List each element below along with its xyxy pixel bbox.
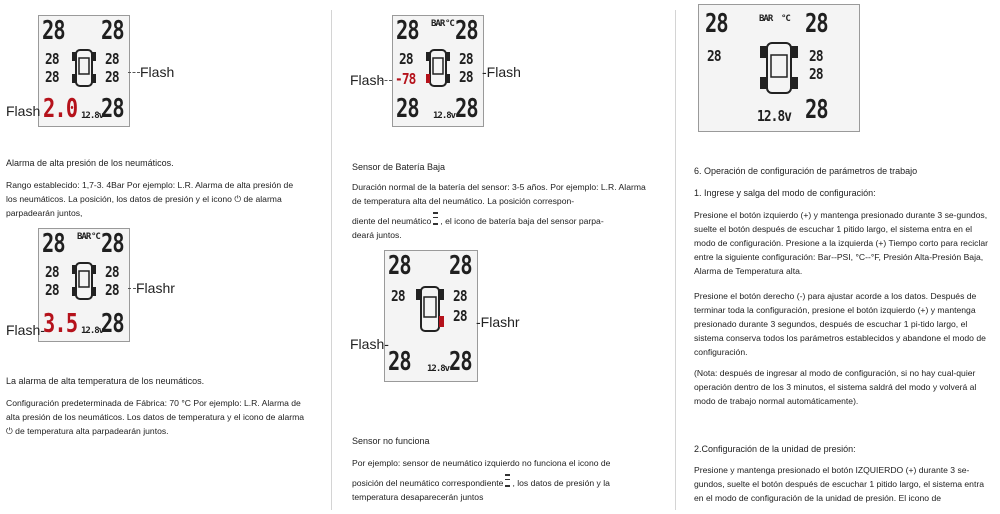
volt-reading: 12.8v (81, 111, 104, 121)
flash-label: Flash- (6, 322, 45, 338)
section-heading: La alarma de alta temperatura de los neumáticos. (6, 376, 205, 386)
body-line: deará juntos. (352, 230, 402, 240)
lcd-digit: 28 (45, 68, 59, 86)
lcd-digit: 28 (809, 65, 823, 83)
section-heading: 2.Configuración de la unidad de presión: (694, 444, 856, 454)
section-body (352, 180, 652, 242)
flash-label: Flash (350, 72, 385, 88)
body-line: Por ejemplo: sensor de neumático izquierdo no funciona el icono de (352, 458, 611, 468)
body-line (352, 212, 652, 228)
leader-line (380, 80, 392, 81)
lcd-digit: 28 (396, 16, 419, 46)
lcd-digit: 28 (809, 47, 823, 65)
lcd-digit: 28 (105, 68, 119, 86)
temp-unit: °C (781, 14, 790, 24)
flash-label: Flashr (136, 280, 175, 296)
car-icon (415, 283, 445, 335)
lcd-digit: 28 (705, 9, 728, 39)
volt-reading: 12.8v (757, 107, 792, 125)
body-text: , los datos de presión y la (512, 478, 610, 488)
lcd-digit: 28 (388, 347, 411, 377)
section-body: Presione el botón derecho (-) para ajustar acorde a los datos. Después de terminar toda la configuración, presione el botón izquierdo (+) y mantenga presionado durante 3 segundos, después de escuchar 1 pi-tido largo, el sistema conserva todos los parámetros establecidos y abandone el modo de configuración. (694, 291, 986, 357)
lcd-digit: 28 (388, 251, 411, 281)
lcd-digit: 28 (453, 307, 467, 325)
section-body: Rango establecido: 1,7-3. 4Bar Por ejemplo: L.R. Alarma de alta presión de los neumáticos. La posición, los datos de presión y el icono ⏻ de alarma parpadearán juntos, (6, 180, 294, 218)
alarm-temp-value: 3.5 (43, 309, 78, 339)
section-body: Presione el botón izquierdo (+) y mantenga presionado durante 3 se-gundos, suelte el botón después de escuchar 1 pitido largo, el sistema entra en el modo de configuración. Presione a la izquierda (+) Tiempo corto para reciclar entre la siguiente configuración: Bar--PSI, °C--°F, Presión Alta-Presión Baja, Alarma de Temperatura alta. (694, 210, 989, 276)
lcd-digit: 28 (101, 94, 124, 124)
lcd-digit: 28 (45, 263, 59, 281)
lcd-digit: 28 (101, 309, 124, 339)
body-line (352, 474, 652, 490)
body-text: diente del neumático (352, 216, 432, 226)
lcd-display-sensor-fault (384, 250, 478, 382)
flash-label: -Flashr (476, 314, 520, 330)
section-heading: Alarma de alta presión de los neumáticos. (6, 158, 174, 168)
lcd-digit: 28 (805, 9, 828, 39)
lcd-digit: 28 (101, 16, 124, 46)
section-heading: Sensor de Batería Baja (352, 162, 446, 172)
body-line: Duración normal de la batería del sensor: 3-5 años. Por ejemplo: L.R. Alarma de temperatura alta del neumático. La posición correspon- (352, 182, 646, 206)
lcd-digit: 28 (399, 50, 413, 68)
flash-label: -Flash (482, 64, 521, 80)
bar-unit: BAR (431, 19, 445, 29)
flash-label: Flash- (350, 336, 389, 352)
lcd-digit: 28 (459, 50, 473, 68)
leader-line (128, 72, 140, 73)
car-icon (425, 46, 451, 90)
lcd-digit: 28 (455, 16, 478, 46)
column-1 (0, 0, 330, 514)
lcd-digit: 28 (42, 16, 65, 46)
lcd-digit: 28 (105, 263, 119, 281)
lcd-digit: 28 (45, 281, 59, 299)
lcd-digit: 28 (105, 50, 119, 68)
leader-line (128, 288, 136, 289)
lcd-digit: 28 (455, 94, 478, 124)
lcd-digit: 28 (459, 68, 473, 86)
section-heading: Sensor no funciona (352, 436, 430, 446)
lcd-display-high-temp (38, 228, 130, 342)
section-heading: 6. Operación de configuración de parámetros de trabajo (694, 166, 918, 176)
subsection-heading: 1. Ingrese y salga del modo de configuración: (694, 188, 876, 198)
lcd-digit: 28 (101, 229, 124, 259)
temp-unit: °C (91, 232, 100, 242)
flash-label: Flash (140, 64, 175, 80)
flash-label: Flash (6, 103, 41, 119)
section-body (352, 456, 652, 504)
car-icon (71, 259, 97, 303)
lcd-digit: 28 (707, 47, 721, 65)
alarm-temp-value: -78 (395, 70, 416, 88)
lcd-digit: 28 (453, 287, 467, 305)
section-body: Presione y mantenga presionado el botón IZQUIERDO (+) durante 3 se-gundos, suelte el botón después de escuchar 1 pitido largo, el sistema entra en el modo de configuración de la unidad de presión. El icono de (694, 465, 984, 503)
battery-icon (433, 212, 438, 225)
lcd-digit: 28 (391, 287, 405, 305)
temp-unit: °C (445, 19, 454, 29)
column-3 (676, 0, 1000, 514)
lcd-digit: 28 (105, 281, 119, 299)
alarm-pressure-value: 2.0 (43, 94, 78, 124)
section-body: Configuración predeterminada de Fábrica: 70 °C Por ejemplo: L.R. Alarma de alta presión de los neumáticos. Los datos de temperatura y el icono de alarma ⏻ de temperatura alta parpadearán juntos. (6, 398, 305, 436)
section-body: (Nota: después de ingresar al modo de configuración, si no hay cual-quier operación dentro de los 3 minutos, el sistema saldrá del modo y volverá al modo de trabajo normal automáticamente). (694, 368, 977, 406)
body-line: temperatura desaparecerán juntos (352, 492, 484, 502)
lcd-display-low-battery (392, 15, 484, 127)
body-text: posición del neumático correspondiente (352, 478, 504, 488)
column-2 (332, 0, 674, 514)
car-icon (71, 46, 97, 90)
lcd-digit: 28 (45, 50, 59, 68)
bar-unit: BAR (77, 232, 91, 242)
lcd-digit: 28 (449, 251, 472, 281)
lcd-display-setup (698, 4, 860, 132)
lcd-digit: 28 (449, 347, 472, 377)
car-icon (759, 39, 799, 97)
volt-reading: 12.8v (427, 364, 450, 374)
bar-unit: BAR (759, 14, 773, 24)
lcd-digit: 28 (42, 229, 65, 259)
tire-position-icon (505, 474, 510, 487)
volt-reading: 12.8v (433, 111, 456, 121)
volt-reading: 12.8v (81, 326, 104, 336)
lcd-digit: 28 (805, 95, 828, 125)
lcd-display-high-pressure (38, 15, 130, 127)
body-text: , el icono de batería baja del sensor parpa- (440, 216, 604, 226)
lcd-digit: 28 (396, 94, 419, 124)
